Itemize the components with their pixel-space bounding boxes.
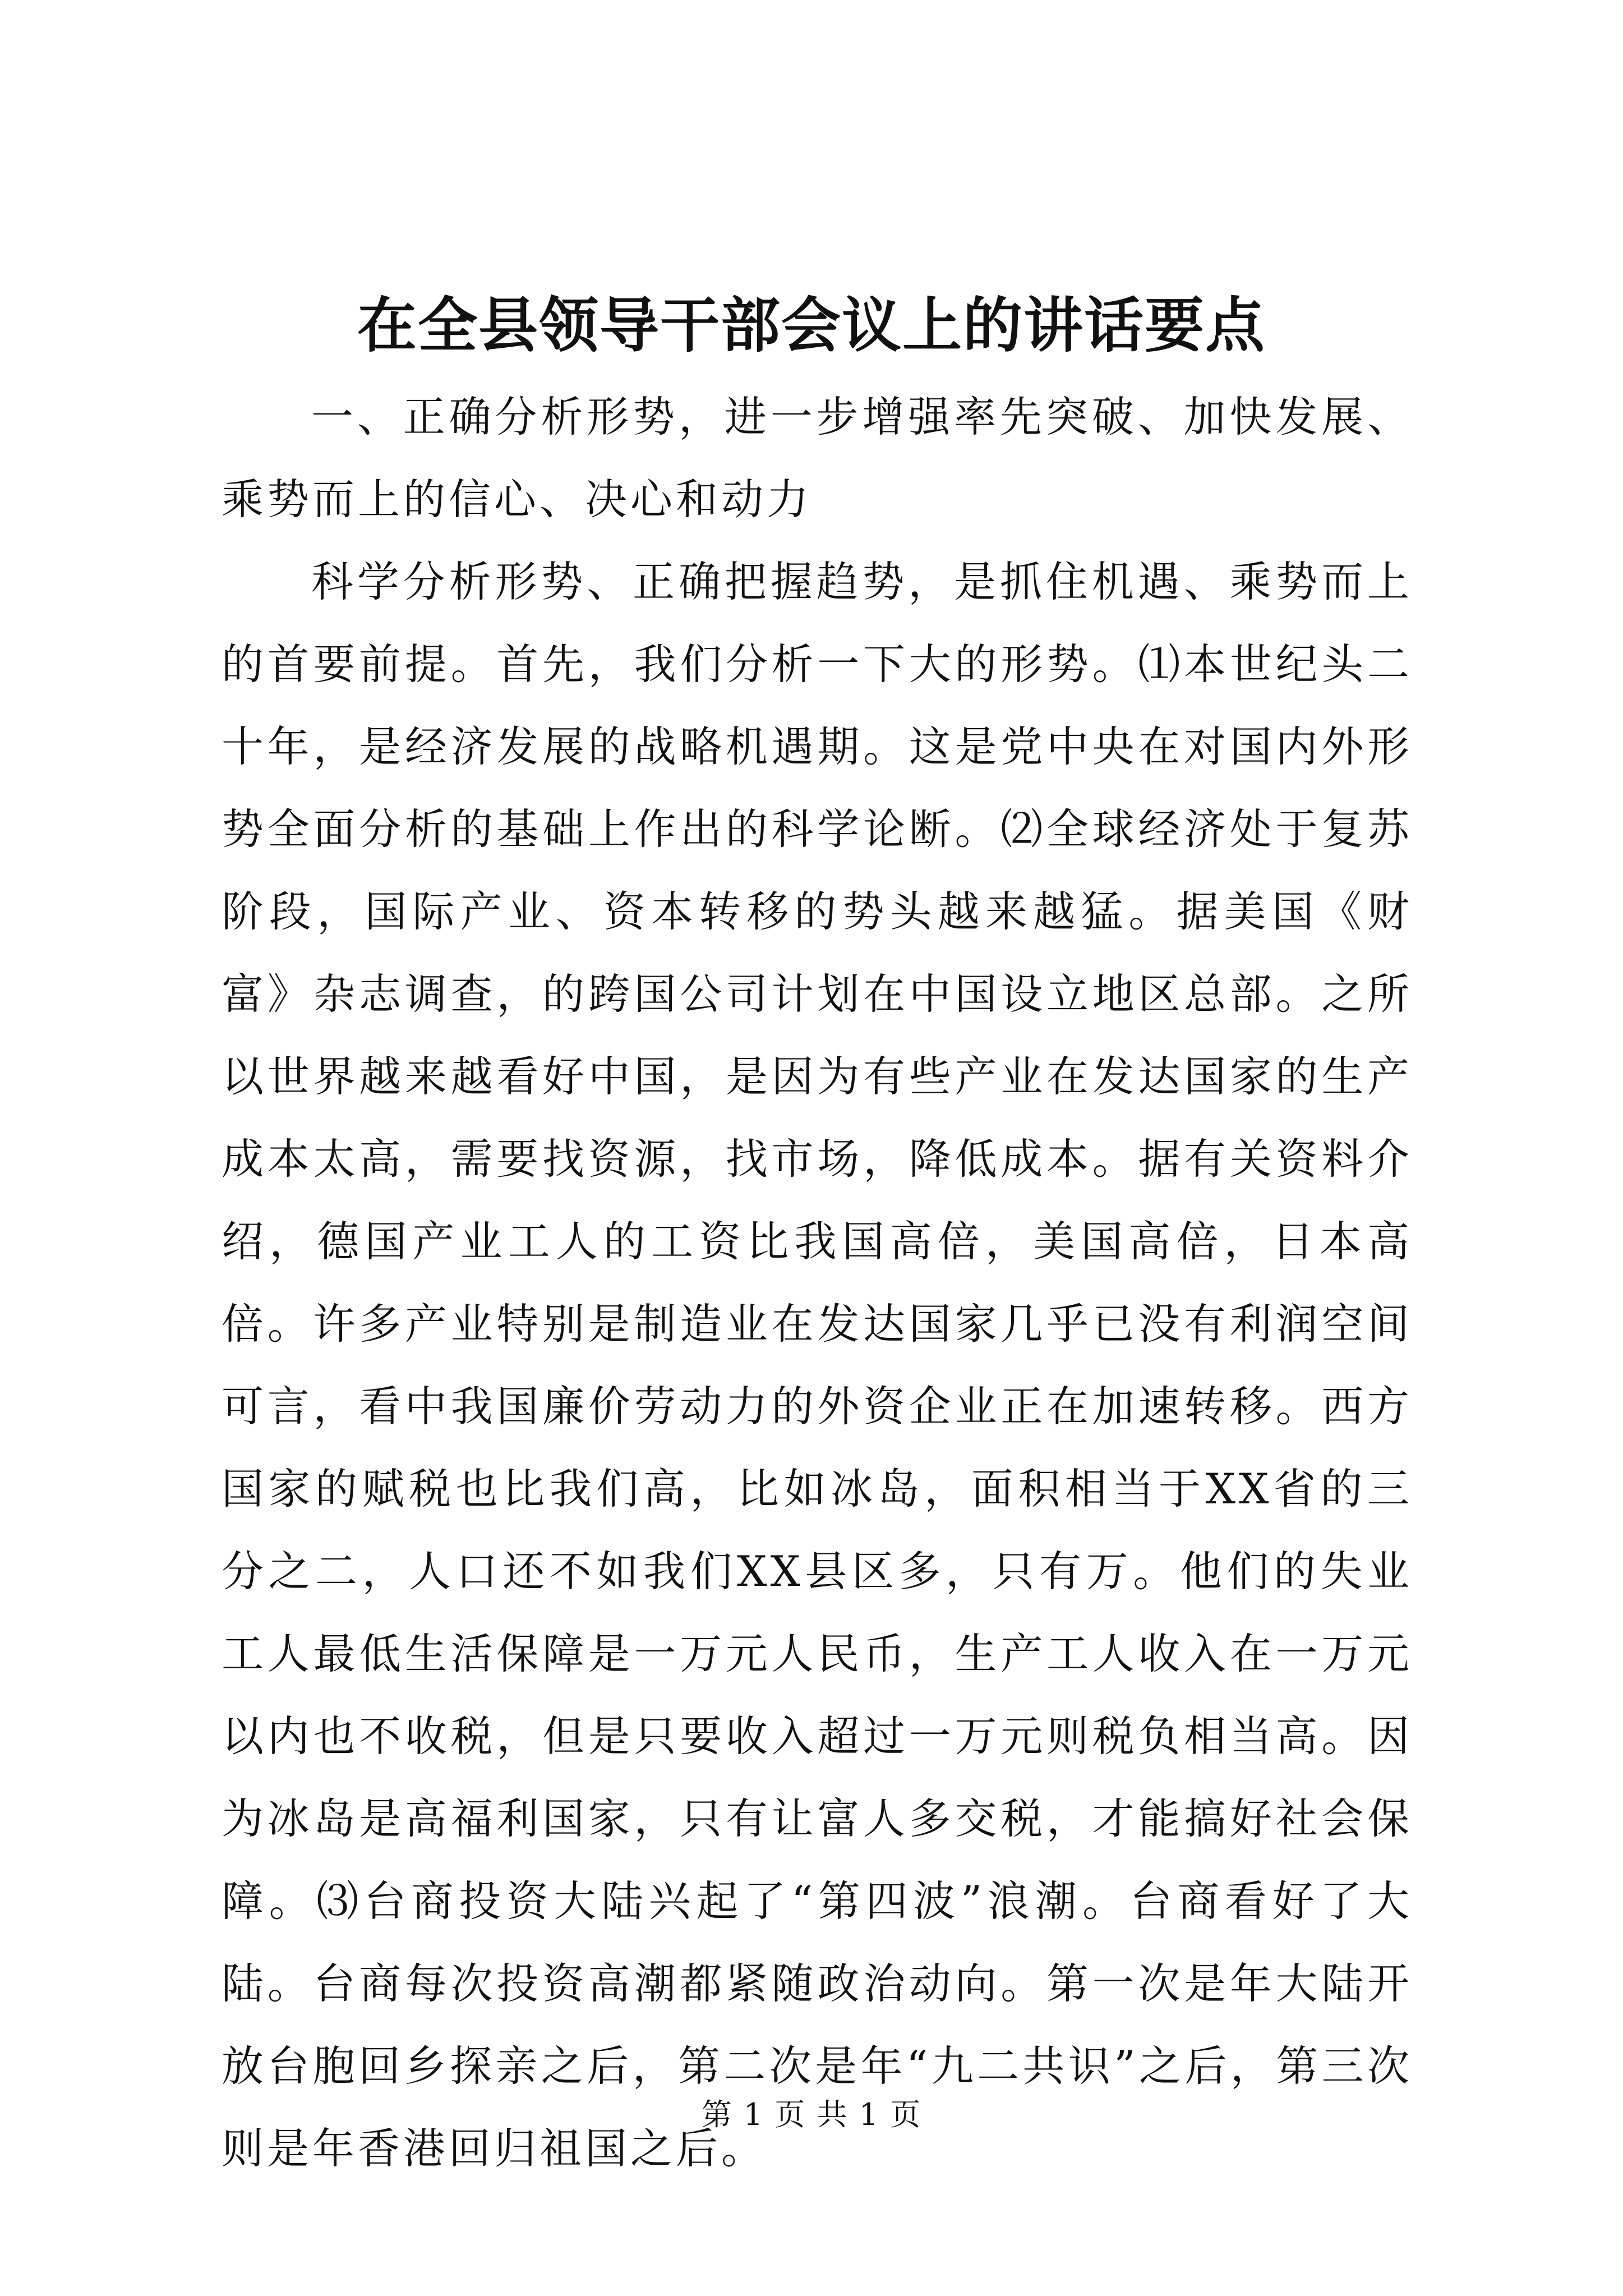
document-body [222, 376, 1413, 2190]
page-footer: 第 1 页 共 1 页 [701, 2097, 922, 2132]
document-title: 在全县领导干部会议上的讲话要点 [357, 290, 1266, 360]
body-paragraph: 科学分析形势、正确把握趋势，是抓住机遇、乘势而上的首要前提。首先，我们分析一下大的形势。⑴本世纪头二十年，是经济发展的战略机遇期。这是党中央在对国内外形势全面分析的基础上作出的科学论断。⑵全球经济处于复苏阶段，国际产业、资本转移的势头越来越猛。据美国《财富》杂志调查，的跨国公司计划在中国设立地区总部。之所以世界越来越看好中国，是因为有些产业在发达国家的生产成本太高，需要找资源，找市场，降低成本。据有关资料介绍，德国产业工人的工资比我国高倍，美国高倍，日本高倍。许多产业特别是制造业在发达国家几乎已没有利润空间可言，看中我国廉价劳动力的外资企业正在加速转移。西方国家的赋税也比我们高，比如冰岛，面积相当于XX省的三分之二，人口还不如我们XX县区多，只有万。他们的失业工人最低生活保障是一万元人民币，生产工人收入在一万元以内也不收税，但是只要收入超过一万元则税负相当高。因为冰岛是高福利国家，只有让富人多交税，才能搞好社会保障。⑶台商投资大陆兴起了“第四波”浪潮。台商看好了大陆。台商每次投资高潮都紧随政治动向。第一次是年大陆开放台胞回乡探亲之后，第二次是年“九二共识”之后，第三次则是年香港回归祖国之后。 [222, 557, 1413, 2173]
section-heading: 一、正确分析形势，进一步增强率先突破、加快发展、乘势而上的信心、决心和动力 [222, 392, 1413, 524]
